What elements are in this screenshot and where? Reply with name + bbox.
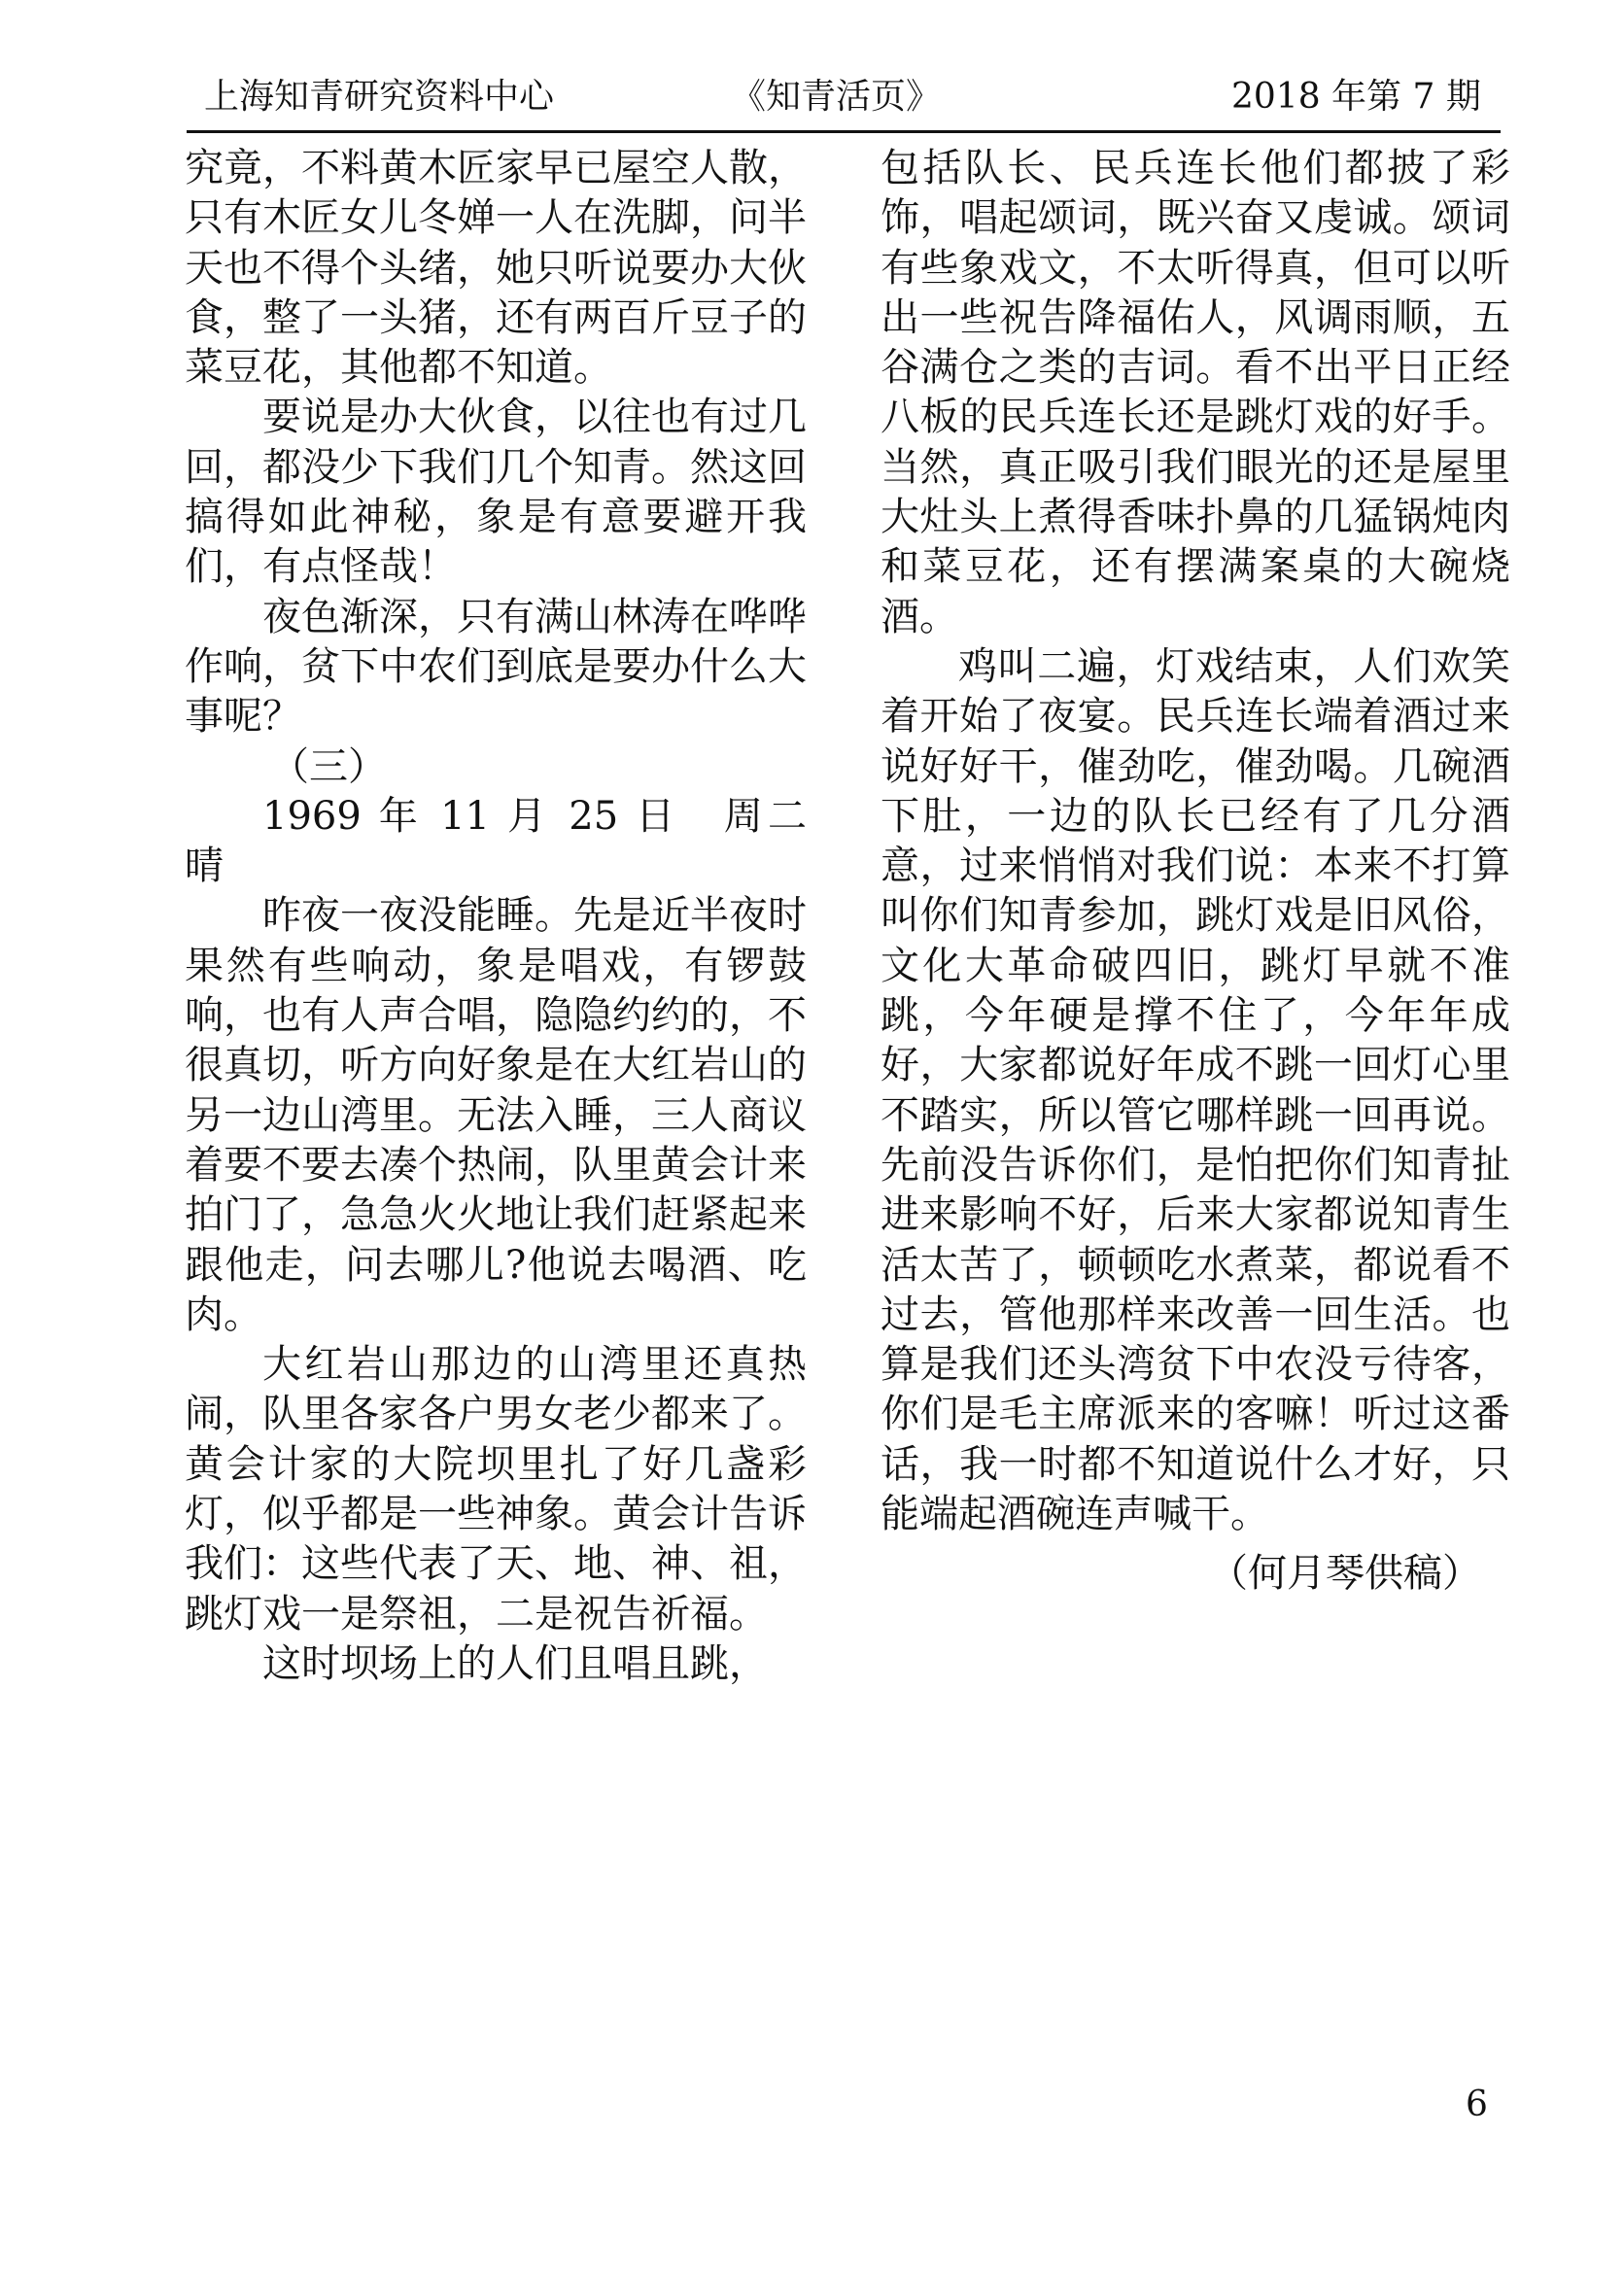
page-number: 6 <box>1466 2084 1488 2124</box>
page-header <box>187 72 1501 126</box>
body-paragraph: 究竟，不料黄木匠家早已屋空人散，只有木匠女儿冬婵一人在洗脚，问半天也不得个头绪，她只听说要办大伙食，整了一头猪，还有两百斤豆子的菜豆花，其他都不知道。 <box>185 146 807 391</box>
body-paragraph: 大红岩山那边的山湾里还真热闹，队里各家各户男女老少都来了。黄会计家的大院坝里扎了好几盏彩灯，似乎都是一些神象。黄会计告诉我们：这些代表了天、地、神、祖，跳灯戏一是祭祖，二是祝告祈福。 <box>185 1342 807 1637</box>
left-column <box>185 144 846 1689</box>
body-paragraph: 鸡叫二遍，灯戏结束，人们欢笑着开始了夜宴。民兵连长端着酒过来说好好干，催劲吃，催劲喝。几碗酒下肚，一边的队长已经有了几分酒意，过来悄悄对我们说：本来不打算叫你们知青参加，跳灯戏是旧风俗，文化大革命破四旧，跳灯早就不准跳，今年硬是撑不住了，今年年成好，大家都说好年成不跳一回灯心里不踏实，所以管它哪样跳一回再说。先前没告诉你们，是怕把你们知青扯进来影响不好，后来大家都说知青生活太苦了，顿顿吃水煮菜，都说看不过去，管他那样来改善一回生活。也算是我们还头湾贫下中农没亏待客，你们是毛主席派来的客嘛！听过这番话，我一时都不知道说什么才好，只能端起酒碗连声喊干。 <box>881 643 1510 1537</box>
body-paragraph: 包括队长、民兵连长他们都披了彩饰，唱起颂词，既兴奋又虔诚。颂词有些象戏文，不太听得真，但可以听出一些祝告降福佑人，风调雨顺，五谷满仓之类的吉词。看不出平日正经八板的民兵连长还是跳灯戏的好手。当然，真正吸引我们眼光的还是屋里大灶头上煮得香味扑鼻的几猛锅炖肉和菜豆花，还有摆满案桌的大碗烧酒。 <box>881 146 1510 639</box>
header-journal-title: 《知青活页》 <box>731 77 942 117</box>
header-divider <box>187 130 1501 133</box>
body-paragraph: 夜色渐深，只有满山林涛在哗哗作响，贫下中农们到底是要办什么大事呢？ <box>185 594 807 740</box>
header-publisher: 上海知青研究资料中心 <box>204 77 555 117</box>
body-paragraph: 昨夜一夜没能睡。先是近半夜时果然有些响动，象是唱戏，有锣鼓响，也有人声合唱，隐隐约约的，不很真切，听方向好象是在大红岩山的另一边山湾里。无法入睡，三人商议着要不要去凑个热闹，队里黄会计来拍门了，急急火火地让我们赶紧起来跟他走，问去哪儿?他说去喝酒、吃肉。 <box>185 893 807 1337</box>
section-heading: （三） <box>270 743 387 789</box>
diary-date: 1969 年 11 月 25 日 周二 晴 <box>185 793 846 889</box>
contributor-credit: （何月琴供稿） <box>1209 1551 1481 1597</box>
body-paragraph: 要说是办大伙食，以往也有过几回，都没少下我们几个知青。然这回搞得如此神秘，象是有意要避开我们，有点怪哉！ <box>185 395 807 590</box>
right-column <box>881 144 1510 1600</box>
body-paragraph: 这时坝场上的人们且唱且跳， <box>262 1640 768 1686</box>
header-issue: 2018 年第 7 期 <box>1231 77 1481 117</box>
